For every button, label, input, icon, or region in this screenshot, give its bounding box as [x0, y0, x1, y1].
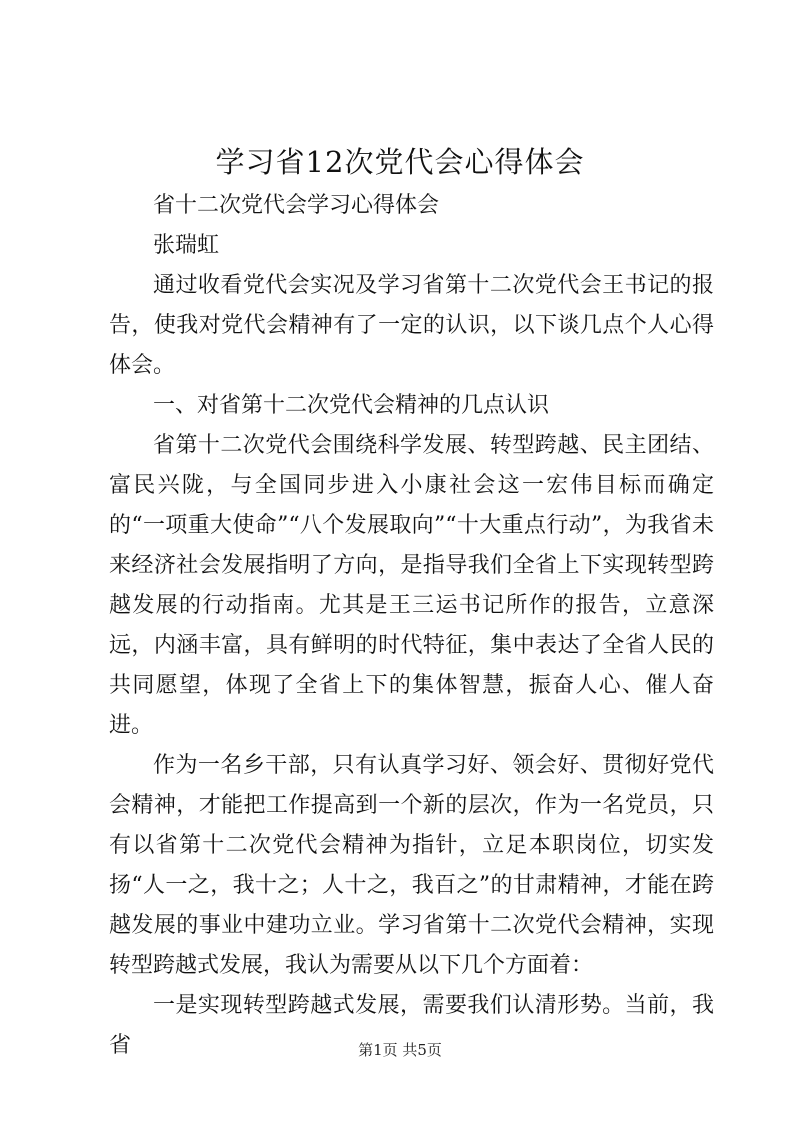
author-paragraph: 张瑞虹: [153, 233, 220, 258]
body-paragraph: 通过收看党代会实况及学习省第十二次党代会王书记的报告，使我对党代会精神有了一定的认识，以下谈几点个人心得体会。: [109, 273, 714, 378]
subtitle-paragraph: 省十二次党代会学习心得体会: [153, 193, 440, 218]
section-heading: 一、对省第十二次党代会精神的几点认识: [153, 393, 550, 418]
body-paragraph: 省第十二次党代会围绕科学发展、转型跨越、民主团结、富民兴陇，与全国同步进入小康社会这一宏伟目标而确定的“一项重大使命”“八个发展取向”“十大重点行动”，为我省未来经济社会发展指明了方向，是指导我们全省上下实现转型跨越发展的行动指南。尤其是王三运书记所作的报告，立意深远，内涵丰富，具有鲜明的时代特征，集中表达了全省人民的共同愿望，体现了全省上下的集体智慧，振奋人心、催人奋进。: [109, 433, 714, 738]
document-title: 学习省12次党代会心得体会: [215, 145, 585, 179]
page-footer: 第1页 共5页: [358, 1041, 442, 1059]
body-paragraph: 作为一名乡干部，只有认真学习好、领会好、贯彻好党代会精神，才能把工作提高到一个新的层次，作为一名党员，只有以省第十二次党代会精神为指针，立足本职岗位，切实发扬“人一之，我十之；人十之，我百之”的甘肃精神，才能在跨越发展的事业中建功立业。学习省第十二次党代会精神，实现转型跨越式发展，我认为需要从以下几个方面着：: [109, 753, 714, 978]
document-body: [109, 186, 714, 1066]
body-paragraph: 一是实现转型跨越式发展，需要我们认清形势。当前，我省: [109, 993, 714, 1058]
